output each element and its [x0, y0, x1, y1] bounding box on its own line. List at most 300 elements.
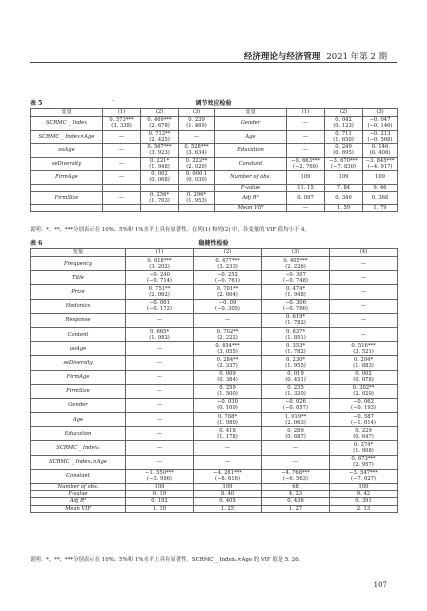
coef-value: 0. 204* [353, 356, 374, 363]
row-label: Number of obs. [31, 484, 126, 491]
table-row [31, 313, 398, 327]
table-cell [325, 171, 363, 185]
table-cell [126, 505, 194, 512]
table-cell [126, 469, 194, 483]
coef-value: 109 [222, 484, 233, 491]
coef-value: 0. 235 [287, 385, 304, 392]
table-cell [325, 184, 363, 191]
t-stat-value: (1. 469) [186, 123, 207, 130]
coef-value: 0. 000 1 [185, 171, 208, 178]
t-stat-value: (3. 233) [217, 263, 238, 270]
coef-value: 1. 59 [336, 205, 351, 211]
coef-value: −0. 252 [217, 271, 238, 278]
t-stat-value: (2. 337) [217, 362, 238, 369]
coef-value: — [193, 133, 200, 140]
table-row [31, 455, 398, 469]
table-cell [126, 498, 194, 505]
row-label: Gender [215, 117, 287, 131]
table-cell [126, 342, 194, 356]
table-cell [141, 117, 179, 131]
t-stat-value: (−6. 563) [283, 476, 308, 483]
table-cell [363, 130, 398, 144]
row-label: Constant [215, 157, 287, 171]
coef-value: 0. 009 [219, 371, 236, 378]
t-stat-value: (0. 384) [217, 377, 238, 384]
table-cell [103, 191, 141, 205]
table-cell [194, 356, 262, 370]
row-label: FirmSize [31, 384, 126, 398]
t-stat-value: (2. 425) [149, 136, 170, 143]
t-stat-value: (3. 521) [353, 348, 374, 355]
coef-value: 0. 418 [219, 427, 236, 434]
coef-value: 0. 229 [355, 427, 372, 434]
coef-value: 109 [300, 174, 311, 181]
table-cell [287, 184, 325, 191]
table-row [31, 413, 398, 427]
table-cell [330, 427, 398, 441]
table5-mark: · [112, 98, 114, 105]
table-cell [194, 455, 262, 469]
table6-note: 说明：*、**、***分别表示在 10%、5%和 1%水平上具有显著性。SCRMC _ Index₁×Age 的 VIF 值是 5. 26。 [30, 557, 304, 563]
coef-value: −0. 663*** [291, 157, 320, 164]
table-cell [126, 285, 194, 299]
coef-value: 0. 712** [148, 130, 171, 137]
coef-value: 0. 673*** [351, 456, 376, 463]
table-cell [194, 271, 262, 285]
table-row [31, 299, 398, 313]
table-cell [330, 257, 398, 271]
t-stat-value: (1. 782) [285, 320, 306, 327]
coef-value: 0. 618*** [147, 257, 172, 264]
row-label: SCRMC _ Index [31, 117, 103, 131]
coef-value: 0. 289 [287, 427, 304, 434]
table6-label: 表 6 [30, 240, 43, 247]
table-row [31, 370, 398, 384]
t-stat-value: (1. 320) [285, 391, 306, 398]
table-cell [126, 313, 194, 327]
table-cell [287, 171, 325, 185]
table-cell [262, 505, 330, 512]
coef-value: −3. 670*** [329, 157, 358, 164]
t-stat-value: (0. 123) [333, 123, 354, 130]
t-stat-value: (2. 222) [217, 334, 238, 341]
table-row [31, 498, 398, 505]
coef-value: −0. 587 [353, 413, 374, 420]
table-cell [287, 130, 325, 144]
coef-value: 109 [154, 484, 165, 491]
t-stat-value: (1. 782) [285, 348, 306, 355]
row-label: FirmSize [31, 191, 103, 205]
t-stat-value: (3. 923) [149, 150, 170, 157]
table-row [31, 205, 398, 212]
coef-value: — [118, 194, 125, 201]
coef-value: — [156, 388, 163, 395]
coef-value: 0. 353* [285, 342, 306, 349]
column-header: (3) [179, 109, 215, 117]
table-cell [325, 117, 363, 131]
coef-value: −0. 061 [149, 300, 170, 307]
t-stat-value: (−1. 014) [351, 419, 376, 426]
t-stat-value: (0. 451) [285, 377, 306, 384]
table-cell [262, 455, 330, 469]
table-row [31, 271, 398, 285]
row-label: Number of obs. [215, 171, 287, 185]
coef-value: — [360, 260, 367, 267]
t-stat-value: (1. 500) [217, 391, 238, 398]
table-cell [330, 498, 398, 505]
row-label: SCRMC _ Index₁×Age [31, 455, 126, 469]
table-row [31, 484, 398, 491]
table-cell [194, 299, 262, 313]
t-stat-value: (−8. 616) [215, 476, 240, 483]
t-stat-value: (2. 004) [217, 291, 238, 298]
coef-value: 0. 146 [371, 144, 389, 151]
row-label: Frequency [31, 257, 126, 271]
t-stat-value: (−7. 830) [331, 163, 356, 170]
row-label: Education [31, 427, 126, 441]
table6 [30, 248, 398, 513]
coef-value: 8. 40 [220, 491, 235, 498]
row-label: Adj R² [31, 498, 126, 505]
coef-value: — [302, 120, 309, 127]
table-cell [363, 184, 398, 191]
table-cell [126, 271, 194, 285]
coef-value: — [224, 459, 231, 466]
table-cell [126, 455, 194, 469]
t-stat-value: (1. 883) [353, 362, 374, 369]
table-cell [262, 384, 330, 398]
coef-value: — [156, 359, 163, 366]
coef-value: 0. 368 [371, 194, 389, 201]
coef-value: 0. 284** [216, 356, 239, 363]
table-cell [287, 157, 325, 171]
table-row [31, 342, 398, 356]
table-cell [103, 117, 141, 131]
column-header: (1) [103, 109, 141, 117]
coef-value: 0. 477*** [215, 257, 240, 264]
coef-value: −0. 09 [218, 300, 237, 307]
table-cell [194, 384, 262, 398]
column-header: 变量 [215, 109, 287, 117]
column-header: (2) [141, 109, 179, 117]
table-cell [141, 205, 179, 212]
table-cell [330, 384, 398, 398]
row-label: Gender [31, 398, 126, 412]
coef-value: 0. 019 [287, 371, 304, 378]
coef-value: — [118, 174, 125, 181]
row-label: Constant [31, 469, 126, 483]
coef-value: −4. 281*** [213, 470, 242, 477]
table6-title: 稳健性检验 [198, 240, 229, 247]
row-label [31, 184, 103, 191]
coef-value: 0. 436 [287, 498, 304, 505]
table-row [31, 327, 398, 341]
table-cell [330, 342, 398, 356]
table-cell [126, 384, 194, 398]
coef-value: 0. 296* [186, 191, 207, 198]
table-row [31, 356, 398, 370]
table-row [31, 427, 398, 441]
table-cell [194, 505, 262, 512]
table-cell [141, 144, 179, 158]
table-cell [141, 130, 179, 144]
t-stat-value: (−0. 714) [147, 277, 172, 284]
table-row [31, 157, 398, 171]
t-stat-value: (3. 202) [149, 263, 170, 270]
coef-value: 0. 701** [216, 285, 239, 292]
coef-value: 0. 528*** [184, 144, 209, 151]
coef-value: 0. 405*** [283, 257, 308, 264]
table-cell [262, 491, 330, 498]
t-stat-value: (1. 948) [285, 291, 306, 298]
table-cell [262, 327, 330, 341]
coef-value: — [302, 147, 309, 154]
table-cell [126, 327, 194, 341]
coef-value: −0. 213 [369, 130, 391, 137]
table-cell [262, 285, 330, 299]
t-stat-value: (−0. 761) [215, 277, 240, 284]
t-stat-value: (2. 226) [285, 263, 306, 270]
table-cell [194, 398, 262, 412]
t-stat-value: (2. 062) [149, 291, 170, 298]
coef-value: 6. 19 [152, 491, 167, 498]
table5-title: 调节效应检验 [195, 100, 232, 107]
coef-value: 0. 340 [335, 194, 352, 201]
table-cell [262, 271, 330, 285]
coef-value: — [292, 445, 299, 452]
t-stat-value: (2. 678) [149, 123, 170, 130]
t-stat-value: (1. 908) [353, 448, 374, 455]
table-cell [141, 157, 179, 171]
coef-value: — [224, 317, 231, 324]
row-label: Response [31, 313, 126, 327]
table-cell [262, 484, 330, 491]
coef-value: — [156, 445, 163, 452]
table-cell [194, 413, 262, 427]
table-row [31, 257, 398, 271]
coef-value: −0. 240 [149, 271, 170, 278]
t-stat-value: (1. 650) [333, 136, 354, 143]
table-cell [141, 184, 179, 191]
coef-value: 0. 239 [188, 117, 205, 124]
table-cell [179, 171, 215, 185]
table-cell [330, 505, 398, 512]
coef-value: −3. 547*** [349, 470, 378, 477]
row-label: Hedonics [31, 299, 126, 313]
coef-value: −0. 047 [369, 117, 391, 124]
table5-label: 表 5 [30, 100, 43, 107]
table-cell [194, 327, 262, 341]
table-cell [330, 356, 398, 370]
coef-value: 0. 788* [217, 413, 238, 420]
table-row [31, 384, 398, 398]
running-header [244, 50, 387, 62]
coef-value: — [156, 430, 163, 437]
table5 [30, 108, 398, 212]
row-label: FirmAge [31, 370, 126, 384]
t-stat-value: (−0. 146) [367, 123, 393, 130]
t-stat-value: (−7. 027) [351, 476, 376, 483]
table-cell [194, 257, 262, 271]
coef-value: 4. 23 [288, 491, 303, 498]
row-label: ooAge [31, 342, 126, 356]
coef-value: −0. 026 [285, 399, 306, 406]
coef-value: −3. 845*** [365, 157, 395, 164]
table-cell [126, 299, 194, 313]
table-cell [262, 313, 330, 327]
coef-value: 1. 019** [284, 413, 307, 420]
coef-value: — [156, 459, 163, 466]
t-stat-value: (−0. 748) [283, 277, 308, 284]
t-stat-value: (1. 178) [217, 433, 238, 440]
coef-value: 68 [292, 484, 299, 491]
column-header: (1) [126, 249, 194, 257]
table-cell [194, 313, 262, 327]
row-label: F-value [31, 491, 126, 498]
t-stat-value: (3. 634) [186, 150, 207, 157]
table-cell [179, 205, 215, 212]
t-stat-value: (1. 948) [149, 163, 170, 170]
page-number: 107 [373, 581, 387, 589]
coef-value: — [292, 459, 299, 466]
table-cell [325, 157, 363, 171]
row-label: Age [31, 413, 126, 427]
table-row [31, 441, 398, 455]
table-cell [194, 469, 262, 483]
t-stat-value: (2. 957) [353, 462, 374, 469]
coef-value: 0. 002 [355, 371, 372, 378]
column-header: (1) [287, 109, 325, 117]
t-stat-value: (−4. 917) [367, 163, 393, 170]
coef-value: 0. 751** [148, 285, 171, 292]
table-row [31, 184, 398, 191]
table-cell [103, 205, 141, 212]
table-cell [126, 370, 194, 384]
coef-value: 9. 42 [356, 491, 371, 498]
coef-value: 1. 25 [220, 505, 235, 512]
coef-value: −1. 550*** [145, 470, 174, 477]
t-stat-value: (0. 030) [186, 177, 207, 184]
coef-value: 0. 711 [335, 130, 352, 137]
table-cell [325, 205, 363, 212]
table-cell [126, 413, 194, 427]
table5-note: 说明：*、**、***分别表示在 10%、5%和 1%水平上具有显著性。在列(1) 和列(2) 中，各变量的 VIF 值均小于 4。 [30, 227, 310, 233]
t-stat-value: (−0. 193) [351, 405, 376, 412]
coef-value: 0. 256* [149, 191, 170, 198]
table-cell [363, 171, 398, 185]
coef-value: — [302, 133, 309, 140]
table-cell [262, 299, 330, 313]
row-label: Content [31, 327, 126, 341]
coef-value: 100 [358, 484, 369, 491]
coef-value: 0. 002 [151, 171, 168, 178]
column-header: (2) [325, 109, 363, 117]
t-stat-value: (0. 078) [353, 377, 374, 384]
table-cell [262, 427, 330, 441]
coef-value: −0. 307 [285, 271, 306, 278]
table-cell [179, 184, 215, 191]
row-label: SCRMC _ Index×Age [31, 130, 103, 144]
table-cell [194, 441, 262, 455]
coef-value: 0. 391 [355, 498, 372, 505]
table-cell [262, 469, 330, 483]
coef-value: 0. 405 [219, 498, 236, 505]
column-header: (4) [330, 249, 398, 257]
coef-value: 109 [338, 174, 349, 181]
coef-value: 0. 454*** [215, 342, 240, 349]
table-cell [262, 498, 330, 505]
t-stat-value: (0. 109) [217, 405, 238, 412]
table-cell [103, 144, 141, 158]
table-cell [179, 117, 215, 131]
table-cell [141, 171, 179, 185]
row-label: FirmAge [31, 171, 103, 185]
coef-value: 0. 259 [219, 385, 236, 392]
table-cell [262, 370, 330, 384]
coef-value: — [156, 345, 163, 352]
coef-value: — [302, 205, 309, 211]
t-stat-value: (0. 647) [353, 433, 374, 440]
column-header: 变量 [31, 249, 126, 257]
table-cell [126, 356, 194, 370]
coef-value: 0. 516*** [351, 342, 376, 349]
table-row [31, 398, 398, 412]
coef-value: 0. 665* [149, 328, 170, 335]
coef-value: 0. 837* [285, 328, 306, 335]
coef-value: −4. 768*** [281, 470, 310, 477]
table-cell [330, 491, 398, 498]
table-cell [179, 130, 215, 144]
coef-value: 1. 79 [373, 205, 387, 211]
row-label: ooAge [31, 144, 103, 158]
header-rule [30, 62, 397, 63]
table-cell [330, 271, 398, 285]
coef-value: 0. 567*** [147, 144, 172, 151]
row-label: Age [215, 130, 287, 144]
coef-value: 11. 15 [297, 184, 314, 191]
table-cell [363, 205, 398, 212]
t-stat-value: (−0. 172) [147, 306, 172, 313]
coef-value: 2. 13 [356, 505, 371, 512]
t-stat-value: (1. 980) [217, 419, 238, 426]
table-cell [179, 157, 215, 171]
table-cell [363, 144, 398, 158]
table-cell [330, 327, 398, 341]
table-row [31, 505, 398, 512]
coef-value: — [156, 416, 163, 423]
table-cell [262, 257, 330, 271]
table-cell [179, 144, 215, 158]
table-cell [287, 191, 325, 205]
coef-value: — [156, 374, 163, 381]
table-cell [330, 285, 398, 299]
t-stat-value: (0. 068) [149, 177, 170, 184]
coef-value: 109 [375, 174, 385, 181]
t-stat-value: (2. 020) [186, 163, 207, 170]
table-row [31, 491, 398, 498]
table-row [31, 171, 398, 185]
coef-value: −0. 030 [217, 399, 238, 406]
row-label: Adj R² [215, 191, 287, 205]
table-cell [126, 427, 194, 441]
table-cell [330, 455, 398, 469]
column-header: (3) [363, 109, 398, 117]
table-cell [330, 313, 398, 327]
coef-value: 0. 619* [285, 314, 306, 321]
table-cell [330, 299, 398, 313]
column-header: (3) [262, 249, 330, 257]
table-cell [330, 441, 398, 455]
